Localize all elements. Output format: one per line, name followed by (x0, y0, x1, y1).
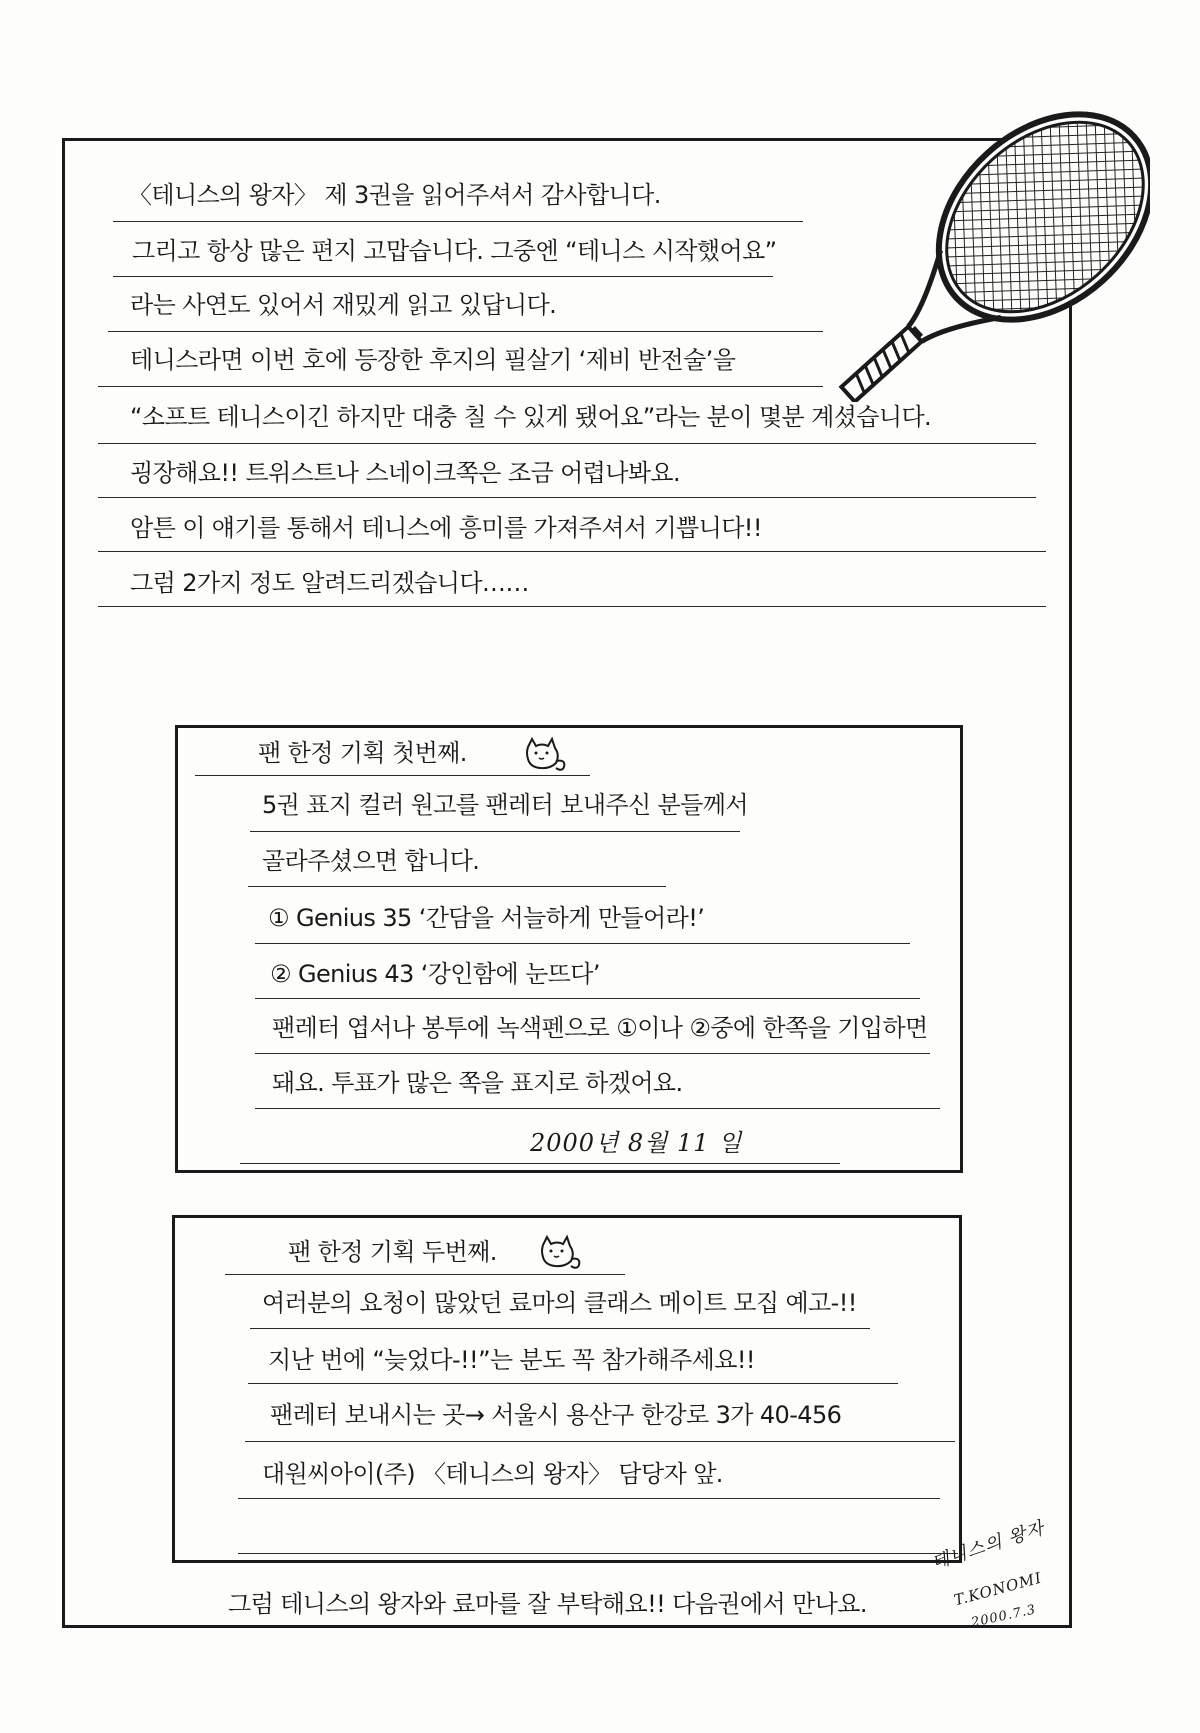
intro-rule-7 (98, 551, 1046, 552)
box2-title: 팬 한정 기획 두번째. (288, 1238, 497, 1266)
intro-rule-4 (98, 386, 823, 387)
box1-rule-3 (255, 943, 910, 944)
box1-line-1: 5권 표지 컬러 원고를 팬레터 보내주신 분들께서 (262, 791, 748, 819)
intro-line-5: “소프트 테니스이긴 하지만 대충 칠 수 있게 됐어요”라는 분이 몇분 계셨습니다. (130, 403, 932, 431)
box1-rule-2 (248, 886, 666, 887)
tennis-racket-icon (820, 102, 1150, 402)
box2-rule-5 (238, 1553, 958, 1554)
intro-rule-8 (98, 606, 1046, 607)
box2-rule-1 (250, 1328, 870, 1329)
cat-doodle-icon (520, 735, 570, 775)
box1-rule-1 (250, 831, 740, 832)
box1-line-6: 돼요. 투표가 많은 쪽을 표지로 하겠어요. (272, 1069, 683, 1097)
intro-line-1: 〈테니스의 왕자〉 제 3권을 읽어주셔서 감사합니다. (128, 181, 661, 209)
intro-line-4: 테니스라면 이번 호에 등장한 후지의 필살기 ‘제비 반전술’을 (130, 346, 736, 374)
intro-rule-1 (113, 221, 803, 222)
box2-rule-2 (248, 1383, 898, 1384)
author-signature (928, 1517, 1078, 1640)
box1-line-2: 골라주셨으면 합니다. (262, 847, 480, 875)
box1-line-4: ② Genius 43 ‘강인함에 눈뜨다’ (270, 960, 600, 988)
box1-rule-0 (195, 775, 590, 776)
box1-rule-7 (240, 1163, 840, 1164)
box1-date: 2000년 8월 11 일 (530, 1129, 743, 1157)
intro-line-6: 굉장해요!! 트위스트나 스네이크쪽은 조금 어렵나봐요. (130, 459, 681, 487)
intro-rule-2 (113, 276, 773, 277)
intro-line-2: 그리고 항상 많은 편지 고맙습니다. 그중엔 “테니스 시작했어요” (132, 237, 777, 265)
box1-line-5: 팬레터 엽서나 봉투에 녹색펜으로 ①이나 ②중에 한쪽을 기입하면 (272, 1014, 928, 1042)
box2-line-4: 대원씨아이(주) 〈테니스의 왕자〉 담당자 앞. (262, 1460, 723, 1488)
box1-rule-5 (255, 1053, 930, 1054)
box1-rule-6 (255, 1108, 940, 1109)
box2-rule-4 (238, 1498, 940, 1499)
box2-rule-3 (245, 1441, 955, 1442)
intro-rule-6 (98, 497, 1036, 498)
box1-title: 팬 한정 기획 첫번째. (258, 739, 467, 767)
intro-line-7: 암튼 이 얘기를 통해서 테니스에 흥미를 가져주셔서 기쁩니다!! (130, 514, 762, 542)
intro-rule-3 (108, 331, 823, 332)
cat-doodle-icon (535, 1233, 585, 1273)
intro-line-3: 라는 사연도 있어서 재밌게 읽고 있답니다. (130, 291, 557, 319)
box2-line-1: 여러분의 요청이 많았던 료마의 클래스 메이트 모집 예고-!! (262, 1289, 857, 1317)
intro-line-8: 그럼 2가지 정도 알려드리겠습니다…… (130, 569, 529, 597)
closing-message: 그럼 테니스의 왕자와 료마를 잘 부탁해요!! 다음권에서 만나요. (228, 1590, 867, 1618)
box2-line-2: 지난 번에 “늦었다-!!”는 분도 꼭 참가해주세요!! (268, 1346, 755, 1374)
intro-rule-5 (98, 443, 1036, 444)
signature-author: T.KONOMI (952, 1568, 1044, 1610)
box1-line-3: ① Genius 35 ‘간담을 서늘하게 만들어라!’ (268, 904, 705, 932)
signature-title: 테니스의 왕자 (929, 1517, 1048, 1574)
box1-rule-4 (255, 998, 920, 999)
box2-line-3: 팬레터 보내시는 곳→ 서울시 용산구 한강로 3가 40-456 (270, 1401, 842, 1429)
box2-rule-0 (225, 1274, 625, 1275)
signature-date: 2000.7.3 (970, 1602, 1038, 1631)
